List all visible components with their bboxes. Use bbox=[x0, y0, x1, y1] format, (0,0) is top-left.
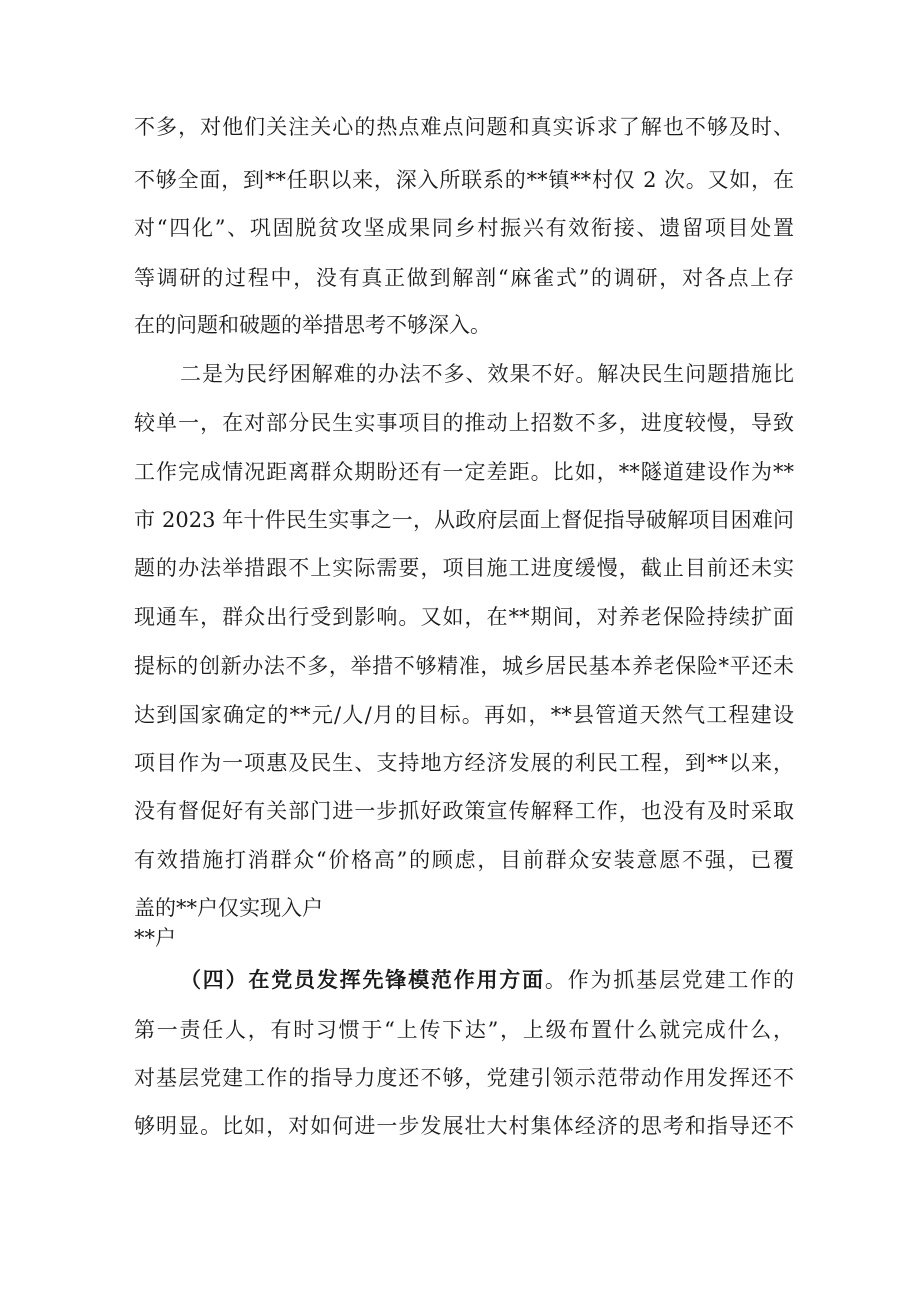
paragraph-1-line-4: 等调研的过程中，没有真正做到解剖“麻雀式”的调研，对各点上存 bbox=[134, 266, 794, 290]
section-heading: （四）在党员发挥先锋模范作用方面 bbox=[180, 967, 545, 992]
paragraph-2-line-4: 市 2023 年十件民生实事之一，从政府层面上督促指导破解项目困难问 bbox=[134, 508, 794, 532]
paragraph-1-line-3: 对“四化”、巩固脱贫攻坚成果同乡村振兴有效衔接、遗留项目处置 bbox=[134, 216, 794, 240]
paragraph-2-line-5: 题的办法举措跟不上实际需要，项目施工进度缓慢，截止目前还未实 bbox=[134, 556, 794, 580]
paragraph-3-line-2: 第一责任人，有时习惯于“上传下达”，上级布置什么就完成什么， bbox=[134, 1018, 794, 1042]
paragraph-2-line-6: 现通车，群众出行受到影响。又如，在**期间，对养老保险持续扩面 bbox=[134, 605, 794, 629]
paragraph-2-line-9: 项目作为一项惠及民生、支持地方经济发展的利民工程，到**以来， bbox=[134, 751, 794, 775]
paragraph-3-line-1-rest: 。作为抓基层党建工作的 bbox=[544, 968, 794, 992]
paragraph-2-line-11: 有效措施打消群众“价格高”的顾虑，目前群众安装意愿不强，已覆 bbox=[134, 848, 794, 872]
paragraph-2-line-1: 二是为民纾困解难的办法不多、效果不好。解决民生问题措施比 bbox=[180, 362, 794, 386]
paragraph-2-line-7: 提标的创新办法不多，举措不够精准，城乡居民基本养老保险*平还未 bbox=[134, 654, 794, 678]
paragraph-1-line-1: 不多，对他们关注关心的热点难点问题和真实诉求了解也不够及时、 bbox=[134, 115, 794, 139]
paragraph-2-line-12: 盖的**户仅实现入户 bbox=[134, 896, 323, 920]
paragraph-1-line-2: 不够全面，到**任职以来，深入所联系的**镇**村仅 2 次。又如，在 bbox=[134, 168, 794, 192]
paragraph-3-line-3: 对基层党建工作的指导力度还不够，党建引领示范带动作用发挥还不 bbox=[134, 1066, 794, 1090]
paragraph-2-line-3: 工作完成情况距离群众期盼还有一定差距。比如，**隧道建设作为** bbox=[134, 460, 794, 484]
paragraph-2-line-8: 达到国家确定的**元/人/月的目标。再如，**县管道天然气工程建设 bbox=[134, 703, 794, 727]
paragraph-2-line-2: 较单一，在对部分民生实事项目的推动上招数不多，进度较慢，导致 bbox=[134, 411, 794, 435]
paragraph-2-line-13: **户 bbox=[134, 926, 176, 950]
paragraph-2-line-10: 没有督促好有关部门进一步抓好政策宣传解释工作，也没有及时采取 bbox=[134, 799, 794, 823]
paragraph-1-line-5: 在的问题和破题的举措思考不够深入。 bbox=[134, 313, 491, 337]
paragraph-3-line-4: 够明显。比如，对如何进一步发展壮大村集体经济的思考和指导还不 bbox=[134, 1114, 794, 1138]
paragraph-3-line-1 bbox=[180, 965, 794, 995]
